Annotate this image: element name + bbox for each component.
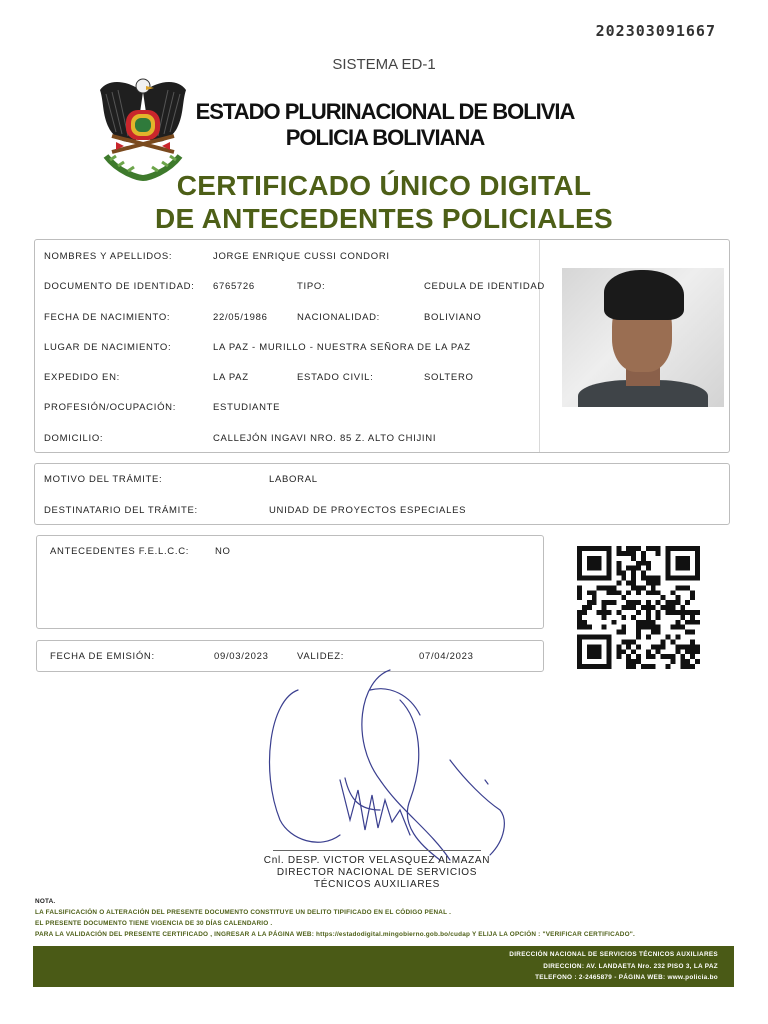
notes xyxy=(35,896,635,940)
type-value: CEDULA DE IDENTIDAD xyxy=(424,281,545,292)
signature-icon xyxy=(250,660,520,880)
footer-bar xyxy=(33,946,734,987)
note-line3: PARA LA VALIDACIÓN DEL PRESENTE CERTIFICADO , INGRESAR A LA PÁGINA WEB: https://estadodigital.mingobierno.gob.bo/cudap Y ELIJA LA OPCIÓN : "VERIFICAR CERTIFICADO". xyxy=(35,931,635,938)
signer-name: Cnl. DESP. VICTOR VELASQUEZ ALMAZAN xyxy=(263,855,491,866)
id-label: DOCUMENTO DE IDENTIDAD: xyxy=(44,281,195,292)
name-label: NOMBRES Y APELLIDOS: xyxy=(44,251,173,262)
recipient-value: UNIDAD DE PROYECTOS ESPECIALES xyxy=(269,505,467,516)
state-name: ESTADO PLURINACIONAL DE BOLIVIA xyxy=(195,99,575,124)
issue-date-value: 09/03/2023 xyxy=(214,651,269,662)
reason-label: MOTIVO DEL TRÁMITE: xyxy=(44,474,163,485)
address-value: CALLEJÓN INGAVI NRO. 85 Z. ALTO CHIJINI xyxy=(213,433,437,444)
photo-divider xyxy=(539,240,540,452)
profession-value: ESTUDIANTE xyxy=(213,402,281,413)
nationality-value: BOLIVIANO xyxy=(424,312,482,323)
records-label: ANTECEDENTES F.E.L.C.C: xyxy=(50,546,190,557)
profession-label: PROFESIÓN/OCUPACIÓN: xyxy=(44,402,177,413)
certificate-title-line1: CERTIFICADO ÚNICO DIGITAL xyxy=(176,170,592,201)
note-line1: LA FALSIFICACIÓN O ALTERACIÓN DEL PRESENTE DOCUMENTO CONSTITUYE UN DELITO TIPIFICADO EN EL CÓDIGO PENAL . xyxy=(35,909,452,916)
note-line2: EL PRESENTE DOCUMENTO TIENE VIGENCIA DE 30 DÍAS CALENDARIO . xyxy=(35,920,273,927)
id-value: 6765726 xyxy=(213,281,255,292)
system-name: SISTEMA ED-1 xyxy=(332,56,436,73)
police-emblem-icon xyxy=(98,72,188,184)
recipient-label: DESTINATARIO DEL TRÁMITE: xyxy=(44,505,198,516)
procedure-box xyxy=(34,463,730,525)
address-label: DOMICILIO: xyxy=(44,433,104,444)
signer-role-line1: DIRECTOR NACIONAL DE SERVICIOS xyxy=(276,867,478,878)
issued-value: LA PAZ xyxy=(213,372,249,383)
institution-title xyxy=(190,99,580,151)
footer-line3: TELEFONO : 2-2465879 - PÁGINA WEB: www.policia.bo xyxy=(535,974,718,981)
birthplace-label: LUGAR DE NACIMIENTO: xyxy=(44,342,172,353)
records-box xyxy=(36,535,544,629)
qr-code-icon xyxy=(577,544,700,671)
footer-line2: DIRECCION: AV. LANDAETA Nro. 232 PISO 3, LA PAZ xyxy=(543,963,718,970)
issue-date-label: FECHA DE EMISIÓN: xyxy=(50,651,155,662)
signer-block xyxy=(238,855,516,891)
birth-value: 22/05/1986 xyxy=(213,312,268,323)
issued-label: EXPEDIDO EN: xyxy=(44,372,120,383)
person-photo xyxy=(562,268,724,407)
type-label: TIPO: xyxy=(297,281,326,292)
nationality-label: NACIONALIDAD: xyxy=(297,312,381,323)
signer-role-line2: TÉCNICOS AUXILIARES xyxy=(313,879,441,890)
name-value: JORGE ENRIQUE CUSSI CONDORI xyxy=(213,251,390,262)
certificate-title-line2: DE ANTECEDENTES POLICIALES xyxy=(155,203,613,234)
civil-status-label: ESTADO CIVIL: xyxy=(297,372,374,383)
certificate-title xyxy=(0,169,768,235)
footer-line1: DIRECCIÓN NACIONAL DE SERVICIOS TÉCNICOS AUXILIARES xyxy=(509,951,718,958)
document-number: 202303091667 xyxy=(595,22,716,40)
birthplace-value: LA PAZ - MURILLO - NUESTRA SEÑORA DE LA PAZ xyxy=(213,342,471,353)
civil-status-value: SOLTERO xyxy=(424,372,474,383)
validity-value: 07/04/2023 xyxy=(419,651,474,662)
validity-label: VALIDEZ: xyxy=(297,651,345,662)
signature-line xyxy=(273,850,481,851)
birth-label: FECHA DE NACIMIENTO: xyxy=(44,312,171,323)
records-value: NO xyxy=(215,546,231,557)
notes-heading: NOTA. xyxy=(35,898,56,905)
reason-value: LABORAL xyxy=(269,474,318,485)
police-name: POLICIA BOLIVIANA xyxy=(285,125,485,150)
